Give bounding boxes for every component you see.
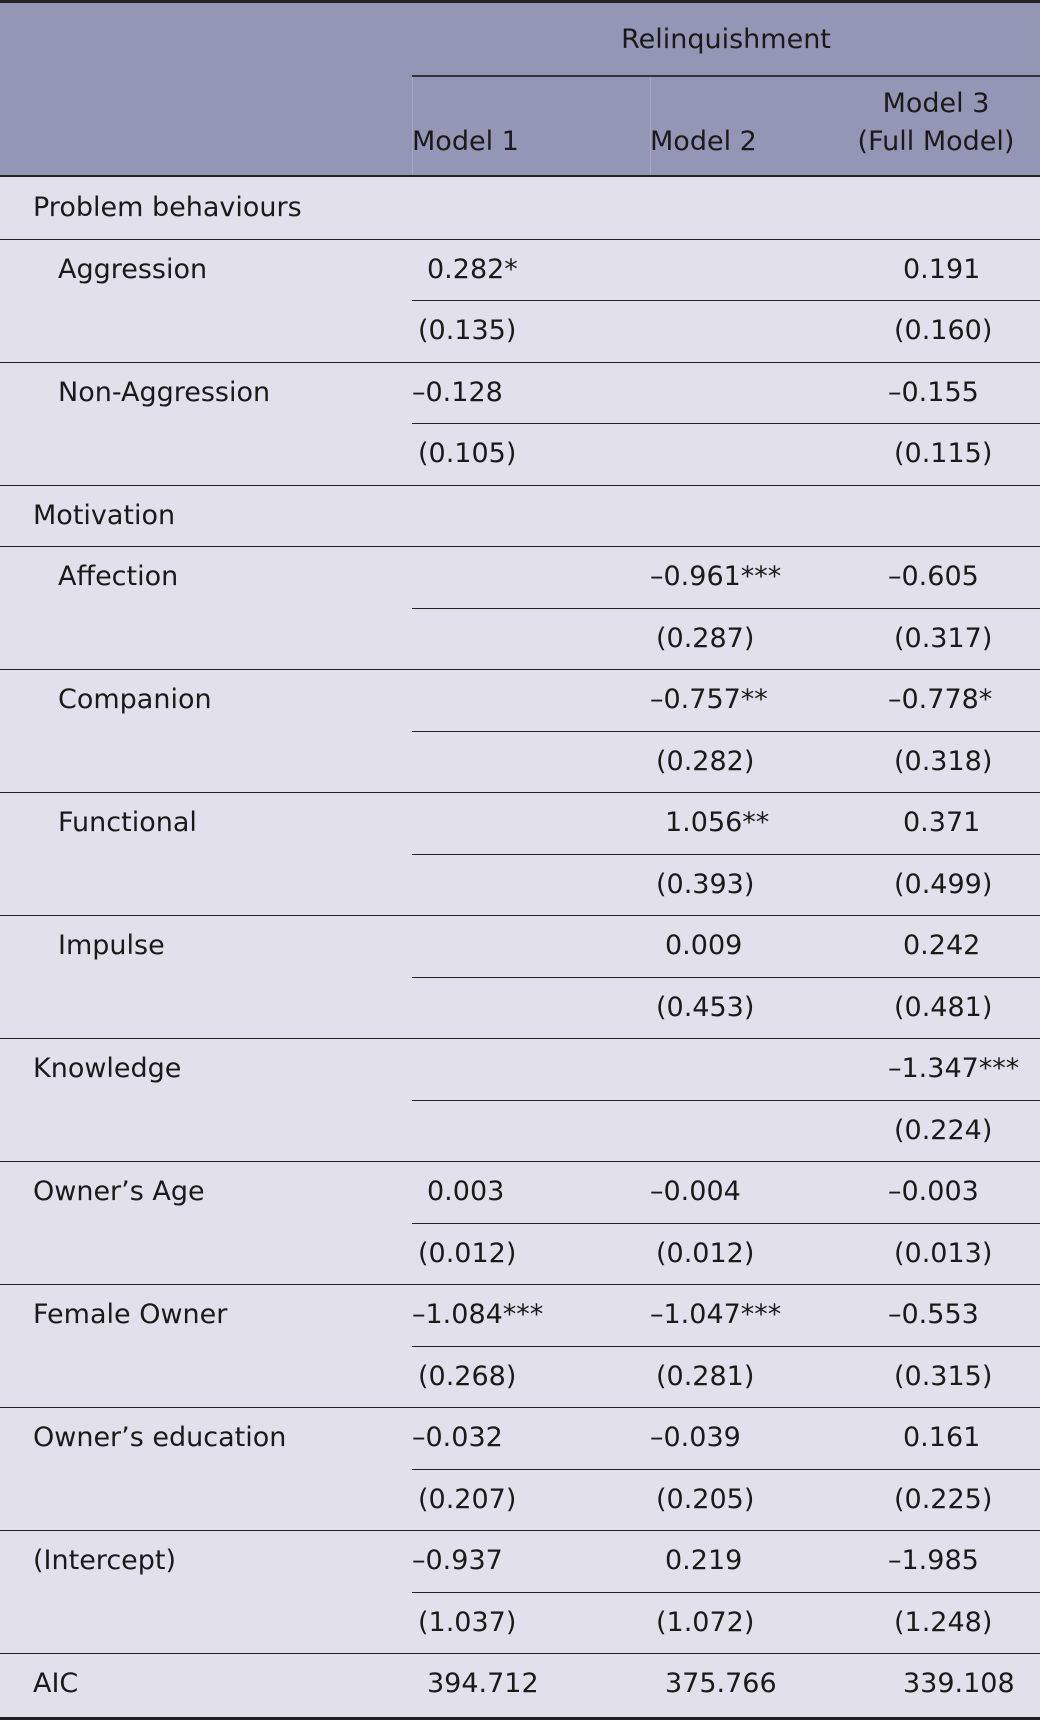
table-row <box>0 608 1040 669</box>
model-2-cell: –0.757** <box>650 684 768 715</box>
model-3-cell: (0.317) <box>894 622 993 654</box>
table-row <box>0 546 1040 607</box>
row-label: Non-Aggression <box>58 376 271 408</box>
table-row <box>0 854 1040 915</box>
model-1-cell: (0.207) <box>418 1483 517 1515</box>
table-row <box>0 1223 1040 1284</box>
model-1-cell: –0.032 <box>412 1422 503 1453</box>
table-row <box>0 669 1040 730</box>
model-1-cell: 0.282* <box>427 253 518 285</box>
table-row <box>0 1592 1040 1653</box>
model-3-cell: 0.371 <box>903 807 981 838</box>
table-row <box>0 977 1040 1038</box>
model-1-cell: –0.937 <box>412 1545 503 1576</box>
table-row <box>0 177 1040 238</box>
model-2-cell: 0.009 <box>665 930 743 961</box>
row-label: (Intercept) <box>33 1545 177 1576</box>
model-2-cell: 1.056** <box>665 807 770 838</box>
model-3-cell: –1.347*** <box>888 1053 1020 1084</box>
table-body <box>0 177 1040 1717</box>
model-3-cell: –0.778* <box>888 684 993 715</box>
model-1-cell: –0.128 <box>412 376 503 408</box>
model-2-cell: (0.282) <box>656 745 755 777</box>
model-2-cell: (0.205) <box>656 1483 755 1515</box>
row-label: Problem behaviours <box>33 192 302 223</box>
model-3-cell: 0.242 <box>903 930 981 961</box>
row-label: Affection <box>58 561 179 592</box>
model-3-cell: (0.225) <box>894 1483 993 1515</box>
row-label: Owner’s education <box>33 1422 287 1453</box>
row-label: Functional <box>58 807 197 838</box>
table-row <box>0 485 1040 546</box>
table-row <box>0 1284 1040 1345</box>
table-row <box>0 1407 1040 1468</box>
model-3-subheader: (Full Model) <box>857 126 1015 157</box>
model-3-cell: –0.553 <box>888 1299 979 1330</box>
model-2-cell: 0.219 <box>665 1545 743 1576</box>
model-2-cell: (0.287) <box>656 622 755 654</box>
model-3-cell: (0.160) <box>894 315 993 346</box>
model-2-cell: –0.004 <box>650 1176 741 1207</box>
model-1-header: Model 1 <box>412 126 519 157</box>
table-row <box>0 731 1040 792</box>
table-row <box>0 1469 1040 1530</box>
model-3-cell: (0.499) <box>894 868 993 900</box>
table-row <box>0 1038 1040 1099</box>
bottom-rule <box>0 1717 1040 1720</box>
model-2-cell: (0.393) <box>656 868 755 900</box>
model-3-header: Model 3 <box>882 88 990 119</box>
table-row <box>0 300 1040 361</box>
table-row <box>0 1161 1040 1222</box>
row-label: Motivation <box>33 499 176 531</box>
model-3-cell: (0.315) <box>894 1360 993 1392</box>
model-3-cell: –0.003 <box>888 1176 979 1207</box>
model-3-cell: (0.481) <box>894 991 993 1023</box>
model-2-cell: 375.766 <box>665 1668 777 1699</box>
row-label: AIC <box>33 1668 79 1699</box>
model-3-cell: –0.155 <box>888 376 979 408</box>
model-2-cell: (0.453) <box>656 991 755 1023</box>
row-label: Impulse <box>58 930 165 961</box>
model-3-cell: 339.108 <box>903 1668 1015 1699</box>
table-row <box>0 239 1040 300</box>
model-1-cell: 0.003 <box>427 1176 505 1207</box>
row-label: Owner’s Age <box>33 1176 205 1207</box>
model-1-cell: 394.712 <box>427 1668 539 1699</box>
model-1-cell: (0.105) <box>418 438 517 469</box>
group-label: Relinquishment <box>621 23 831 55</box>
table-row <box>0 1530 1040 1591</box>
table-row <box>0 362 1040 423</box>
model-3-cell: 0.191 <box>903 253 981 285</box>
model-1-cell: (0.135) <box>418 315 517 346</box>
model-2-header: Model 2 <box>650 126 757 157</box>
model-2-cell: –1.047*** <box>650 1299 782 1330</box>
model-2-cell: –0.961*** <box>650 561 782 592</box>
table-row <box>0 1346 1040 1407</box>
model-2-cell: (0.281) <box>656 1360 755 1392</box>
model-3-cell: (0.013) <box>894 1237 993 1269</box>
model-3-cell: –1.985 <box>888 1545 979 1576</box>
model-3-cell: –0.605 <box>888 561 979 592</box>
table-row <box>0 1100 1040 1161</box>
model-1-cell: (1.037) <box>418 1606 517 1638</box>
model-2-cell: (0.012) <box>656 1237 755 1269</box>
table-row <box>0 1653 1040 1714</box>
model-3-cell: (0.115) <box>894 438 993 469</box>
row-label: Knowledge <box>33 1053 182 1084</box>
table-row <box>0 792 1040 853</box>
model-1-cell: –1.084*** <box>412 1299 544 1330</box>
model-2-cell: (1.072) <box>656 1606 755 1638</box>
model-3-cell: (1.248) <box>894 1606 993 1638</box>
model-1-cell: (0.012) <box>418 1237 517 1269</box>
group-rule <box>412 75 1040 77</box>
row-label: Aggression <box>58 253 208 285</box>
model-3-cell: (0.318) <box>894 745 993 777</box>
row-label: Female Owner <box>33 1299 228 1330</box>
row-label: Companion <box>58 684 212 715</box>
model-3-cell: (0.224) <box>894 1114 993 1146</box>
model-1-cell: (0.268) <box>418 1360 517 1392</box>
model-2-cell: –0.039 <box>650 1422 741 1453</box>
table-row <box>0 915 1040 976</box>
model-3-cell: 0.161 <box>903 1422 981 1453</box>
table-row <box>0 423 1040 484</box>
table-header <box>0 3 1040 175</box>
